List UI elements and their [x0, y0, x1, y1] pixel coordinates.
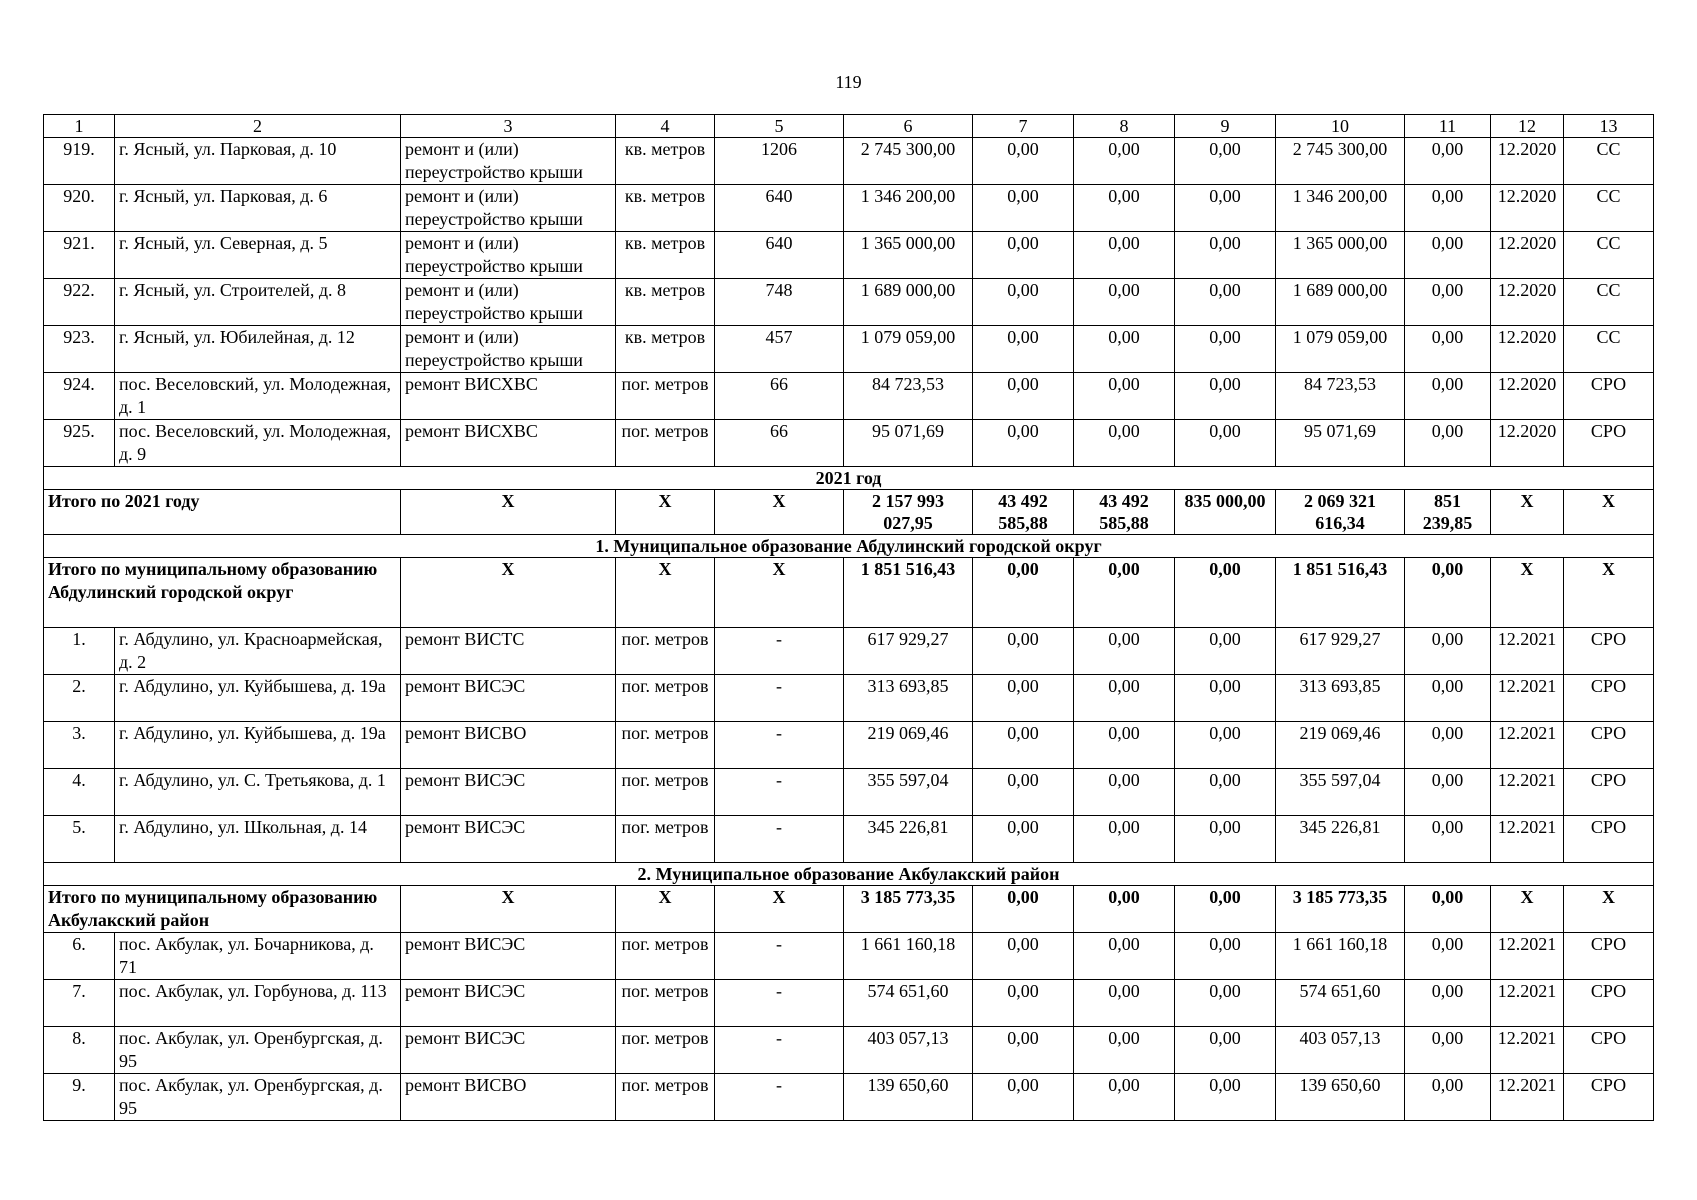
table-row — [44, 279, 1654, 326]
table-row — [44, 185, 1654, 232]
cost-fund: 0,00 — [973, 279, 1074, 326]
cost-other: 0,00 — [1405, 279, 1491, 326]
cost-other: 0,00 — [1405, 886, 1491, 933]
cost-owners: 313 693,85 — [1276, 675, 1405, 722]
cost-owners: 617 929,27 — [1276, 628, 1405, 675]
row-number: 923. — [44, 326, 115, 373]
unit: пог. метров — [616, 1074, 715, 1121]
cost-fund: 0,00 — [973, 628, 1074, 675]
cost-local: 0,00 — [1175, 420, 1276, 467]
work-type: ремонт ВИСЭС — [401, 769, 616, 816]
completion-date: 12.2020 — [1491, 185, 1564, 232]
row-number: 7. — [44, 980, 115, 1027]
method: Х — [1564, 886, 1654, 933]
column-number: 9 — [1175, 115, 1276, 138]
table-row — [44, 326, 1654, 373]
address: пос. Акбулак, ул. Оренбургская, д. 95 — [115, 1027, 401, 1074]
total-cost: 617 929,27 — [844, 628, 973, 675]
volume: 1206 — [715, 138, 844, 185]
capital-repair-table — [43, 114, 1654, 1121]
unit: пог. метров — [616, 1027, 715, 1074]
address: пос. Акбулак, ул. Оренбургская, д. 95 — [115, 1074, 401, 1121]
cost-budget: 0,00 — [1074, 675, 1175, 722]
cost-owners: 574 651,60 — [1276, 980, 1405, 1027]
volume: - — [715, 675, 844, 722]
section-heading: 2. Муниципальное образование Акбулакский район — [44, 863, 1654, 886]
work-type: ремонт ВИСВО — [401, 1074, 616, 1121]
address: г. Ясный, ул. Парковая, д. 10 — [115, 138, 401, 185]
table-row — [44, 628, 1654, 675]
row-number: 920. — [44, 185, 115, 232]
volume: - — [715, 980, 844, 1027]
table-row — [44, 232, 1654, 279]
method: СРО — [1564, 769, 1654, 816]
cost-fund: 0,00 — [973, 675, 1074, 722]
table-row — [44, 722, 1654, 769]
table-row — [44, 980, 1654, 1027]
page-number: 119 — [835, 72, 862, 92]
method: СРО — [1564, 420, 1654, 467]
cost-local: 0,00 — [1175, 980, 1276, 1027]
volume: 66 — [715, 420, 844, 467]
total-cost: 2 157 993 027,95 — [844, 490, 973, 535]
volume: - — [715, 769, 844, 816]
unit: пог. метров — [616, 769, 715, 816]
cost-other: 0,00 — [1405, 722, 1491, 769]
cost-owners: 84 723,53 — [1276, 373, 1405, 420]
volume: Х — [715, 490, 844, 535]
cost-other: 0,00 — [1405, 138, 1491, 185]
cost-owners: 95 071,69 — [1276, 420, 1405, 467]
work-type: ремонт и (или) переустройство крыши — [401, 138, 616, 185]
volume: 640 — [715, 232, 844, 279]
method: СС — [1564, 138, 1654, 185]
total-cost: 403 057,13 — [844, 1027, 973, 1074]
table-row — [44, 420, 1654, 467]
cost-owners: 139 650,60 — [1276, 1074, 1405, 1121]
address: пос. Веселовский, ул. Молодежная, д. 1 — [115, 373, 401, 420]
cost-other: 0,00 — [1405, 980, 1491, 1027]
method: СРО — [1564, 675, 1654, 722]
column-number: 1 — [44, 115, 115, 138]
cost-budget: 0,00 — [1074, 886, 1175, 933]
method: Х — [1564, 490, 1654, 535]
cost-budget: 0,00 — [1074, 232, 1175, 279]
address: пос. Акбулак, ул. Бочарникова, д. 71 — [115, 933, 401, 980]
cost-fund: 0,00 — [973, 232, 1074, 279]
cost-budget: 0,00 — [1074, 769, 1175, 816]
cost-owners: 1 365 000,00 — [1276, 232, 1405, 279]
cost-fund: 0,00 — [973, 886, 1074, 933]
cost-owners: 3 185 773,35 — [1276, 886, 1405, 933]
completion-date: 12.2021 — [1491, 980, 1564, 1027]
volume: - — [715, 722, 844, 769]
cost-fund: 43 492 585,88 — [973, 490, 1074, 535]
cost-local: 835 000,00 — [1175, 490, 1276, 535]
cost-local: 0,00 — [1175, 722, 1276, 769]
volume: 66 — [715, 373, 844, 420]
cost-owners: 1 689 000,00 — [1276, 279, 1405, 326]
column-number: 2 — [115, 115, 401, 138]
section-heading-row — [44, 467, 1654, 490]
work-type: Х — [401, 558, 616, 628]
cost-other: 0,00 — [1405, 628, 1491, 675]
unit: кв. метров — [616, 185, 715, 232]
column-number: 11 — [1405, 115, 1491, 138]
method: СРО — [1564, 722, 1654, 769]
row-number: 924. — [44, 373, 115, 420]
completion-date: 12.2021 — [1491, 628, 1564, 675]
cost-fund: 0,00 — [973, 933, 1074, 980]
summary-row — [44, 558, 1654, 628]
row-number: 925. — [44, 420, 115, 467]
cost-local: 0,00 — [1175, 185, 1276, 232]
address: г. Абдулино, ул. Куйбышева, д. 19а — [115, 722, 401, 769]
completion-date: 12.2020 — [1491, 138, 1564, 185]
address: пос. Веселовский, ул. Молодежная, д. 9 — [115, 420, 401, 467]
completion-date: 12.2021 — [1491, 722, 1564, 769]
method: СРО — [1564, 1074, 1654, 1121]
total-cost: 1 365 000,00 — [844, 232, 973, 279]
total-cost: 139 650,60 — [844, 1074, 973, 1121]
volume: - — [715, 628, 844, 675]
cost-local: 0,00 — [1175, 1074, 1276, 1121]
cost-fund: 0,00 — [973, 722, 1074, 769]
completion-date: 12.2021 — [1491, 933, 1564, 980]
work-type: ремонт и (или) переустройство крыши — [401, 326, 616, 373]
summary-label: Итого по муниципальному образованию Акбулакский район — [44, 886, 401, 933]
row-number: 6. — [44, 933, 115, 980]
cost-fund: 0,00 — [973, 1027, 1074, 1074]
cost-budget: 0,00 — [1074, 628, 1175, 675]
method: СС — [1564, 279, 1654, 326]
total-cost: 313 693,85 — [844, 675, 973, 722]
work-type: ремонт ВИСХВС — [401, 373, 616, 420]
section-heading-row — [44, 535, 1654, 558]
total-cost: 2 745 300,00 — [844, 138, 973, 185]
completion-date: 12.2020 — [1491, 420, 1564, 467]
work-type: ремонт и (или) переустройство крыши — [401, 279, 616, 326]
cost-fund: 0,00 — [973, 769, 1074, 816]
cost-other: 0,00 — [1405, 558, 1491, 628]
cost-fund: 0,00 — [973, 326, 1074, 373]
cost-local: 0,00 — [1175, 232, 1276, 279]
cost-budget: 0,00 — [1074, 933, 1175, 980]
cost-budget: 0,00 — [1074, 1027, 1175, 1074]
summary-row — [44, 886, 1654, 933]
completion-date: 12.2021 — [1491, 769, 1564, 816]
total-cost: 1 851 516,43 — [844, 558, 973, 628]
volume: - — [715, 1027, 844, 1074]
address: пос. Акбулак, ул. Горбунова, д. 113 — [115, 980, 401, 1027]
total-cost: 95 071,69 — [844, 420, 973, 467]
cost-local: 0,00 — [1175, 1027, 1276, 1074]
completion-date: Х — [1491, 558, 1564, 628]
cost-local: 0,00 — [1175, 628, 1276, 675]
total-cost: 3 185 773,35 — [844, 886, 973, 933]
cost-budget: 0,00 — [1074, 279, 1175, 326]
cost-budget: 0,00 — [1074, 722, 1175, 769]
work-type: ремонт ВИСТС — [401, 628, 616, 675]
method: СС — [1564, 185, 1654, 232]
method: СРО — [1564, 933, 1654, 980]
work-type: ремонт и (или) переустройство крыши — [401, 185, 616, 232]
unit: кв. метров — [616, 279, 715, 326]
method: СС — [1564, 326, 1654, 373]
row-number: 9. — [44, 1074, 115, 1121]
cost-owners: 345 226,81 — [1276, 816, 1405, 863]
cost-owners: 2 745 300,00 — [1276, 138, 1405, 185]
volume: - — [715, 816, 844, 863]
total-cost: 1 079 059,00 — [844, 326, 973, 373]
work-type: ремонт ВИСЭС — [401, 933, 616, 980]
volume: 640 — [715, 185, 844, 232]
unit: кв. метров — [616, 232, 715, 279]
address: г. Ясный, ул. Северная, д. 5 — [115, 232, 401, 279]
address: г. Абдулино, ул. Красноармейская, д. 2 — [115, 628, 401, 675]
table-row — [44, 138, 1654, 185]
volume: 748 — [715, 279, 844, 326]
cost-other: 0,00 — [1405, 232, 1491, 279]
method: СС — [1564, 232, 1654, 279]
method: СРО — [1564, 816, 1654, 863]
cost-owners: 2 069 321 616,34 — [1276, 490, 1405, 535]
cost-other: 0,00 — [1405, 373, 1491, 420]
unit: пог. метров — [616, 675, 715, 722]
cost-budget: 0,00 — [1074, 138, 1175, 185]
unit: пог. метров — [616, 722, 715, 769]
cost-fund: 0,00 — [973, 185, 1074, 232]
method: СРО — [1564, 373, 1654, 420]
cost-budget: 0,00 — [1074, 326, 1175, 373]
section-heading: 2021 год — [44, 467, 1654, 490]
table-row — [44, 933, 1654, 980]
completion-date: 12.2020 — [1491, 232, 1564, 279]
volume: Х — [715, 886, 844, 933]
cost-owners: 355 597,04 — [1276, 769, 1405, 816]
column-number: 10 — [1276, 115, 1405, 138]
row-number: 921. — [44, 232, 115, 279]
cost-fund: 0,00 — [973, 420, 1074, 467]
cost-budget: 43 492 585,88 — [1074, 490, 1175, 535]
cost-local: 0,00 — [1175, 933, 1276, 980]
column-number: 6 — [844, 115, 973, 138]
volume: 457 — [715, 326, 844, 373]
cost-budget: 0,00 — [1074, 420, 1175, 467]
summary-label: Итого по 2021 году — [44, 490, 401, 535]
column-number: 12 — [1491, 115, 1564, 138]
work-type: Х — [401, 886, 616, 933]
work-type: ремонт ВИСЭС — [401, 675, 616, 722]
cost-owners: 1 661 160,18 — [1276, 933, 1405, 980]
unit: пог. метров — [616, 420, 715, 467]
column-number: 8 — [1074, 115, 1175, 138]
address: г. Абдулино, ул. Школьная, д. 14 — [115, 816, 401, 863]
address: г. Абдулино, ул. Куйбышева, д. 19а — [115, 675, 401, 722]
cost-other: 0,00 — [1405, 933, 1491, 980]
completion-date: 12.2020 — [1491, 279, 1564, 326]
cost-fund: 0,00 — [973, 558, 1074, 628]
row-number: 5. — [44, 816, 115, 863]
table-row — [44, 675, 1654, 722]
method: Х — [1564, 558, 1654, 628]
cost-other: 0,00 — [1405, 420, 1491, 467]
row-number: 4. — [44, 769, 115, 816]
unit: кв. метров — [616, 326, 715, 373]
row-number: 2. — [44, 675, 115, 722]
work-type: ремонт ВИСВО — [401, 722, 616, 769]
cost-fund: 0,00 — [973, 1074, 1074, 1121]
cost-local: 0,00 — [1175, 886, 1276, 933]
cost-other: 0,00 — [1405, 769, 1491, 816]
total-cost: 574 651,60 — [844, 980, 973, 1027]
cost-fund: 0,00 — [973, 373, 1074, 420]
completion-date: 12.2021 — [1491, 675, 1564, 722]
cost-budget: 0,00 — [1074, 558, 1175, 628]
table-row — [44, 769, 1654, 816]
cost-other: 0,00 — [1405, 326, 1491, 373]
cost-local: 0,00 — [1175, 373, 1276, 420]
completion-date: Х — [1491, 490, 1564, 535]
cost-budget: 0,00 — [1074, 816, 1175, 863]
cost-local: 0,00 — [1175, 326, 1276, 373]
method: СРО — [1564, 980, 1654, 1027]
section-heading-row — [44, 863, 1654, 886]
method: СРО — [1564, 1027, 1654, 1074]
cost-owners: 1 851 516,43 — [1276, 558, 1405, 628]
row-number: 8. — [44, 1027, 115, 1074]
work-type: ремонт ВИСХВС — [401, 420, 616, 467]
row-number: 922. — [44, 279, 115, 326]
column-number: 13 — [1564, 115, 1654, 138]
volume: - — [715, 1074, 844, 1121]
address: г. Ясный, ул. Парковая, д. 6 — [115, 185, 401, 232]
cost-budget: 0,00 — [1074, 1074, 1175, 1121]
cost-other: 0,00 — [1405, 185, 1491, 232]
cost-other: 0,00 — [1405, 675, 1491, 722]
cost-owners: 1 346 200,00 — [1276, 185, 1405, 232]
completion-date: 12.2021 — [1491, 816, 1564, 863]
total-cost: 345 226,81 — [844, 816, 973, 863]
cost-owners: 1 079 059,00 — [1276, 326, 1405, 373]
address: г. Ясный, ул. Юбилейная, д. 12 — [115, 326, 401, 373]
unit: пог. метров — [616, 628, 715, 675]
work-type: Х — [401, 490, 616, 535]
cost-owners: 403 057,13 — [1276, 1027, 1405, 1074]
column-number: 3 — [401, 115, 616, 138]
work-type: ремонт ВИСЭС — [401, 980, 616, 1027]
total-cost: 1 689 000,00 — [844, 279, 973, 326]
cost-fund: 0,00 — [973, 138, 1074, 185]
address: г. Абдулино, ул. С. Третьякова, д. 1 — [115, 769, 401, 816]
table-row — [44, 1074, 1654, 1121]
row-number: 3. — [44, 722, 115, 769]
column-number-row — [44, 115, 1654, 138]
cost-fund: 0,00 — [973, 816, 1074, 863]
completion-date: 12.2020 — [1491, 373, 1564, 420]
table-row — [44, 816, 1654, 863]
total-cost: 1 661 160,18 — [844, 933, 973, 980]
completion-date: 12.2021 — [1491, 1027, 1564, 1074]
unit: пог. метров — [616, 816, 715, 863]
total-cost: 84 723,53 — [844, 373, 973, 420]
row-number: 919. — [44, 138, 115, 185]
cost-budget: 0,00 — [1074, 185, 1175, 232]
section-heading: 1. Муниципальное образование Абдулинский городской округ — [44, 535, 1654, 558]
cost-local: 0,00 — [1175, 769, 1276, 816]
unit: пог. метров — [616, 373, 715, 420]
unit: Х — [616, 558, 715, 628]
cost-local: 0,00 — [1175, 816, 1276, 863]
cost-local: 0,00 — [1175, 279, 1276, 326]
volume: Х — [715, 558, 844, 628]
work-type: ремонт ВИСЭС — [401, 816, 616, 863]
summary-label: Итого по муниципальному образованию Абдулинский городской округ — [44, 558, 401, 628]
completion-date: 12.2021 — [1491, 1074, 1564, 1121]
cost-local: 0,00 — [1175, 675, 1276, 722]
cost-budget: 0,00 — [1074, 980, 1175, 1027]
cost-local: 0,00 — [1175, 138, 1276, 185]
unit: пог. метров — [616, 933, 715, 980]
total-cost: 1 346 200,00 — [844, 185, 973, 232]
work-type: ремонт ВИСЭС — [401, 1027, 616, 1074]
table-body — [44, 115, 1654, 1121]
cost-other: 0,00 — [1405, 816, 1491, 863]
completion-date: Х — [1491, 886, 1564, 933]
table-row — [44, 373, 1654, 420]
cost-other: 851 239,85 — [1405, 490, 1491, 535]
total-cost: 355 597,04 — [844, 769, 973, 816]
summary-row — [44, 490, 1654, 535]
cost-other: 0,00 — [1405, 1027, 1491, 1074]
table-row — [44, 1027, 1654, 1074]
unit: кв. метров — [616, 138, 715, 185]
cost-local: 0,00 — [1175, 558, 1276, 628]
unit: Х — [616, 490, 715, 535]
cost-other: 0,00 — [1405, 1074, 1491, 1121]
row-number: 1. — [44, 628, 115, 675]
volume: - — [715, 933, 844, 980]
column-number: 4 — [616, 115, 715, 138]
cost-owners: 219 069,46 — [1276, 722, 1405, 769]
total-cost: 219 069,46 — [844, 722, 973, 769]
column-number: 5 — [715, 115, 844, 138]
unit: пог. метров — [616, 980, 715, 1027]
completion-date: 12.2020 — [1491, 326, 1564, 373]
cost-budget: 0,00 — [1074, 373, 1175, 420]
unit: Х — [616, 886, 715, 933]
cost-fund: 0,00 — [973, 980, 1074, 1027]
address: г. Ясный, ул. Строителей, д. 8 — [115, 279, 401, 326]
work-type: ремонт и (или) переустройство крыши — [401, 232, 616, 279]
method: СРО — [1564, 628, 1654, 675]
column-number: 7 — [973, 115, 1074, 138]
